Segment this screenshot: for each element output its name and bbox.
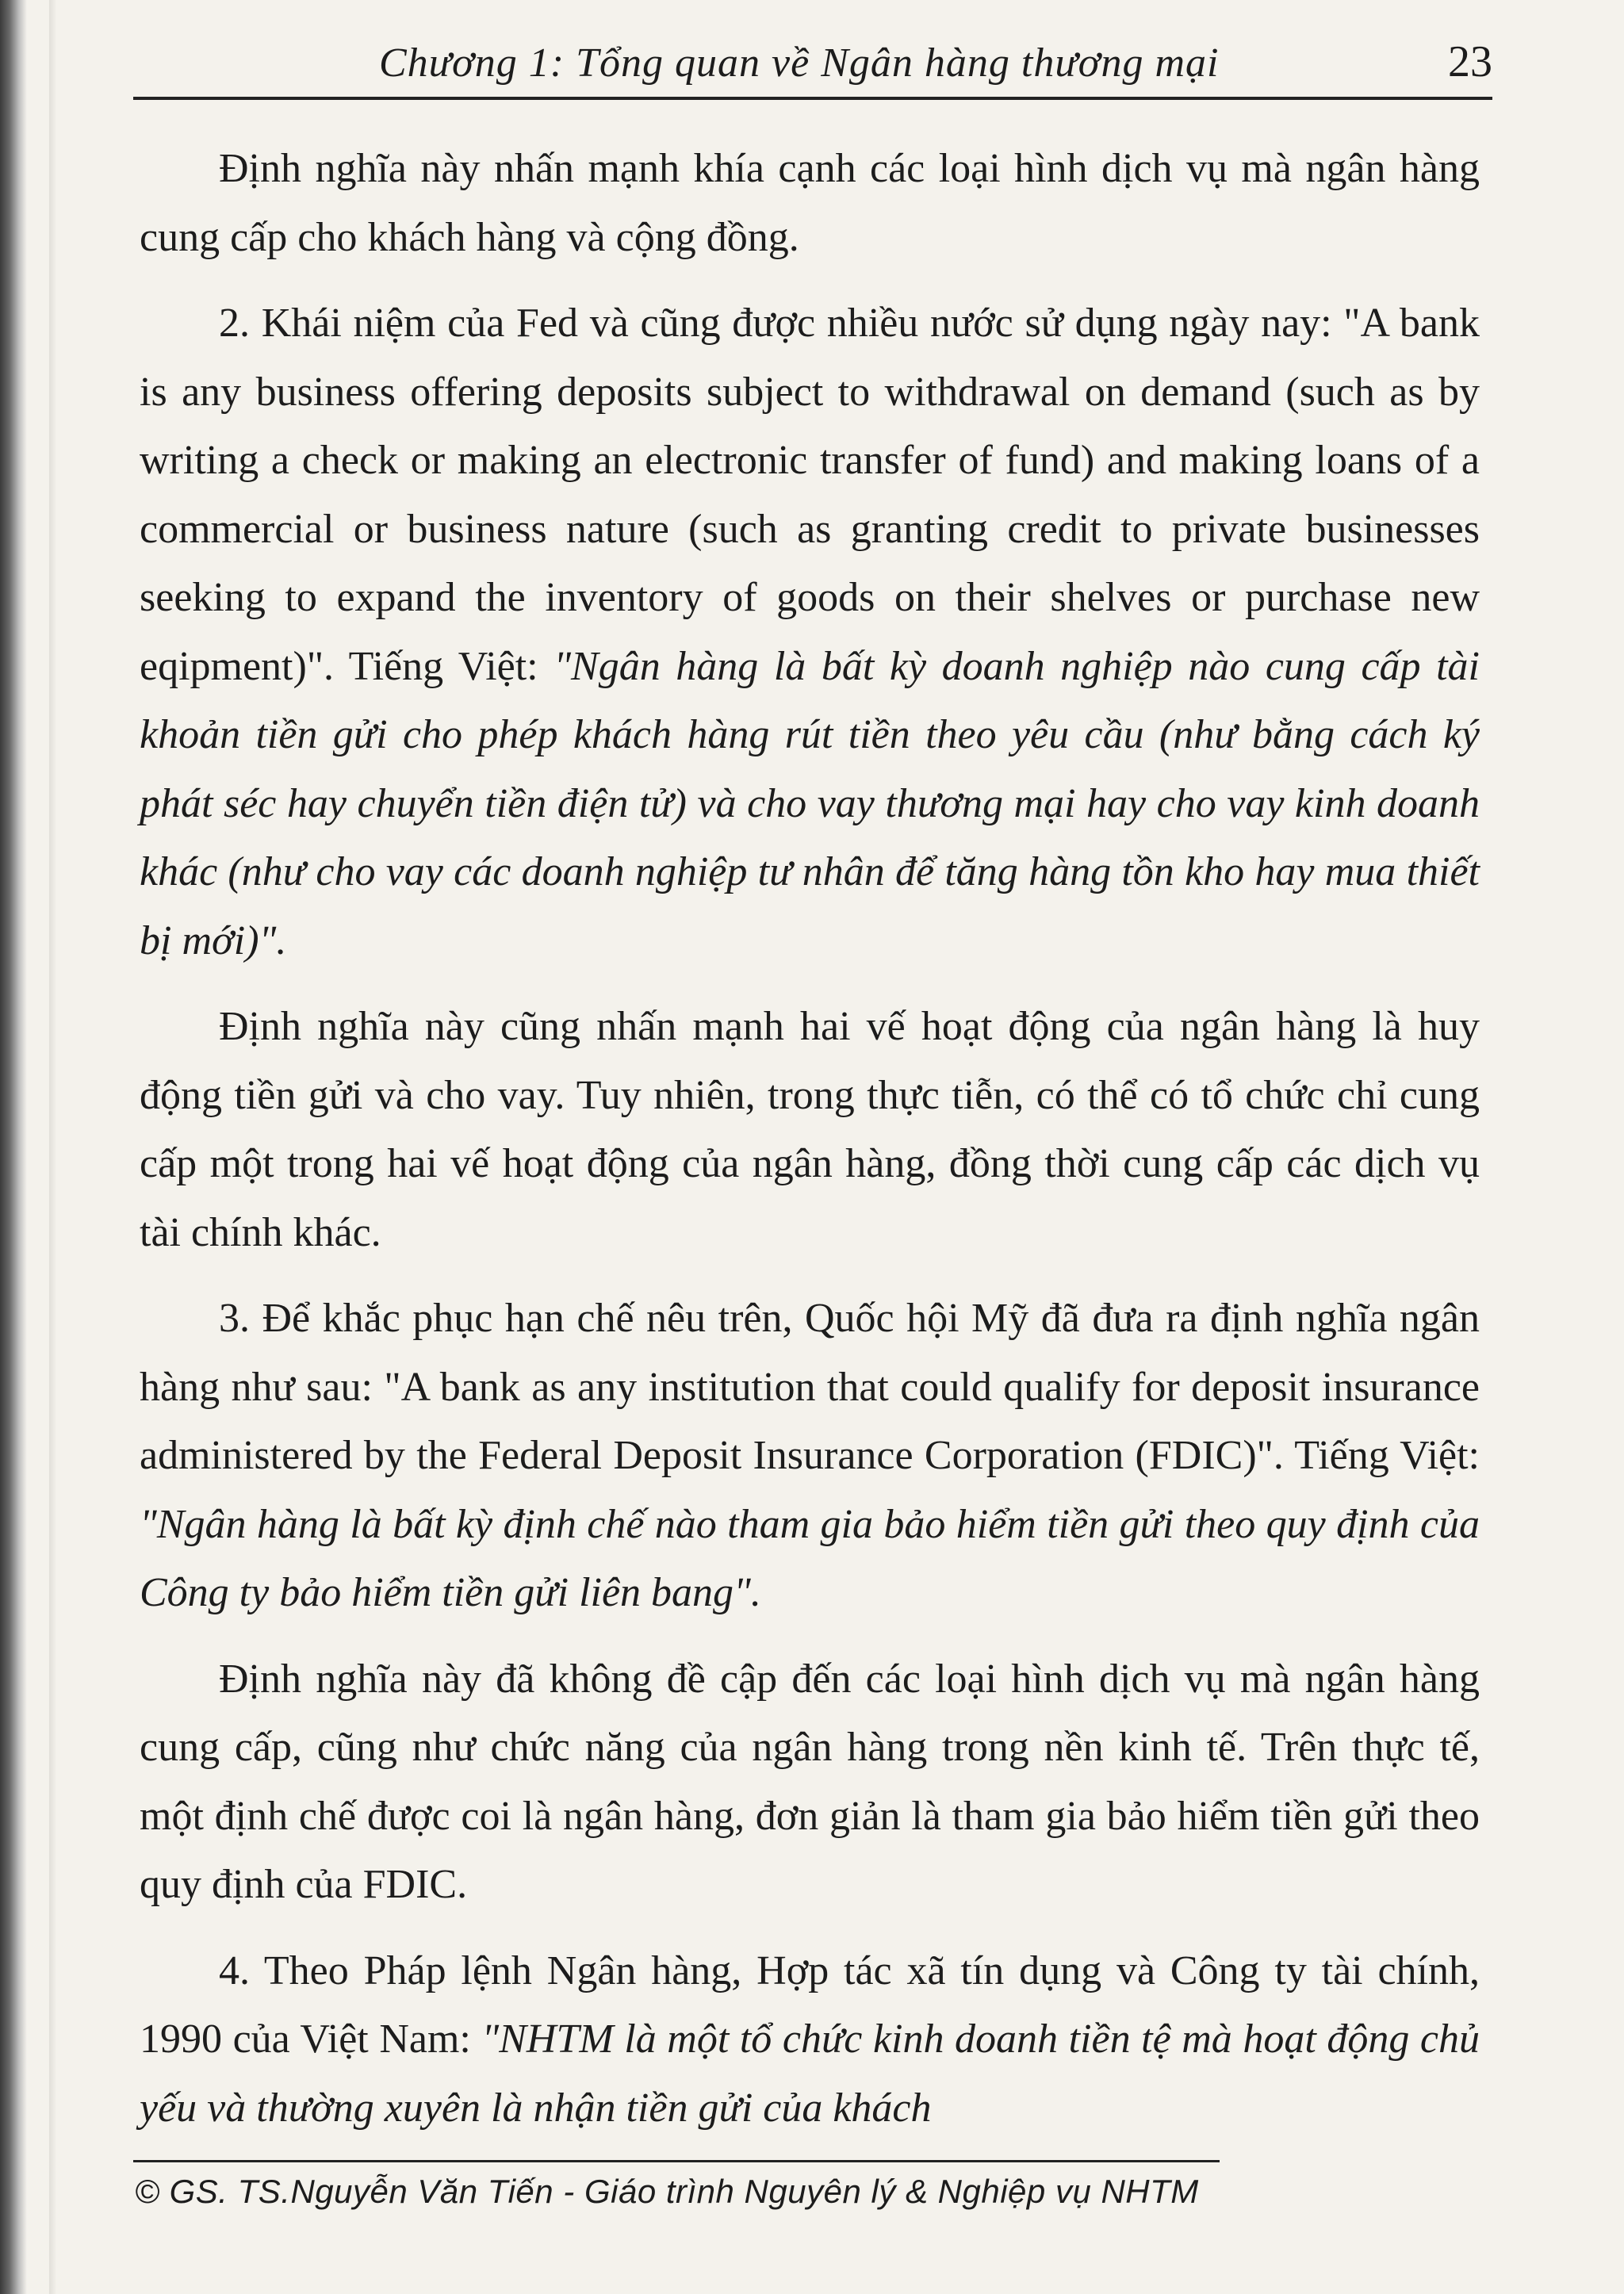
- running-header: [133, 32, 1492, 95]
- footer-rule: [133, 2160, 1220, 2162]
- congress-definition-text: 3. Để khắc phục hạn chế nêu trên, Quốc hội Mỹ đã đưa ra định nghĩa ngân hàng như sau: "A bank as any institution that could qualify for deposit insurance administered by the Federal Deposit Insurance Corporation (FDIC)". Tiếng Việt:: [140, 1296, 1480, 1478]
- ordinance-text: 4. Theo Pháp lệnh Ngân hàng, Hợp tác xã tín dụng và Công ty tài chính, 1990 của Việt Nam:: [140, 1947, 1480, 2062]
- paragraph-us-congress-definition: [140, 1285, 1480, 1628]
- paragraph-definition-note-1: Định nghĩa này nhấn mạnh khía cạnh các loại hình dịch vụ mà ngân hàng cung cấp cho khách hàng và cộng đồng.: [140, 146, 1480, 260]
- ordinance-definition-italic: "NHTM là một tổ chức kinh doanh tiền tệ mà hoạt động chủ yếu và thường xuyên là nhận tiền gửi của khách: [140, 2016, 1480, 2131]
- book-spine-shadow: [0, 0, 27, 2294]
- fed-definition-text: 2. Khái niệm của Fed và cũng được nhiều nước sử dụng ngày nay: "A bank is any business offering deposits subject to withdrawal on demand (such as by writing a check or making an electronic transfer of fund) and making loans of a commercial or business nature (such as granting credit to private businesses seeking to expand the inventory of goods on their shelves or purchase new eqipment)". Tiếng Việt:: [140, 301, 1480, 689]
- congress-definition-vietnamese: "Ngân hàng là bất kỳ định chế nào tham gia bảo hiểm tiền gửi theo quy định của Công ty bảo hiểm tiền gửi liên bang".: [140, 1501, 1480, 1615]
- page-body: [140, 135, 1480, 2160]
- page-number: 23: [1448, 37, 1492, 86]
- fed-definition-vietnamese: "Ngân hàng là bất kỳ doanh nghiệp nào cung cấp tài khoản tiền gửi cho phép khách hàng rút tiền theo yêu cầu (như bằng cách ký phát séc hay chuyển tiền điện tử) và cho vay thương mại hay cho vay kinh doanh khác (như cho vay các doanh nghiệp tư nhân để tăng hàng tồn kho hay mua thiết bị mới)".: [140, 643, 1480, 963]
- paragraph-vietnam-ordinance: [140, 1937, 1480, 2143]
- paragraph-fed-concept: [140, 289, 1480, 975]
- chapter-title: Chương 1: Tổng quan về Ngân hàng thương mại: [379, 40, 1220, 86]
- paragraph-definition-note-2: Định nghĩa này cũng nhấn mạnh hai vế hoạt động của ngân hàng là huy động tiền gửi và cho vay. Tuy nhiên, trong thực tiễn, có thể có tổ chức chỉ cung cấp một trong hai vế hoạt động của ngân hàng, đồng thời cung cấp các dịch vụ tài chính khác.: [140, 1004, 1480, 1255]
- footer-copyright: © GS. TS.Nguyễn Văn Tiến - Giáo trình Nguyên lý & Nghiệp vụ NHTM: [135, 2173, 1199, 2210]
- page-gutter: [49, 0, 57, 2294]
- paragraph-definition-note-3: Định nghĩa này đã không đề cập đến các loại hình dịch vụ mà ngân hàng cung cấp, cũng như chức năng của ngân hàng trong nền kinh tế. Trên thực tế, một định chế được coi là ngân hàng, đơn giản là tham gia bảo hiểm tiền gửi theo quy định của FDIC.: [140, 1656, 1480, 1907]
- header-rule: [133, 97, 1492, 100]
